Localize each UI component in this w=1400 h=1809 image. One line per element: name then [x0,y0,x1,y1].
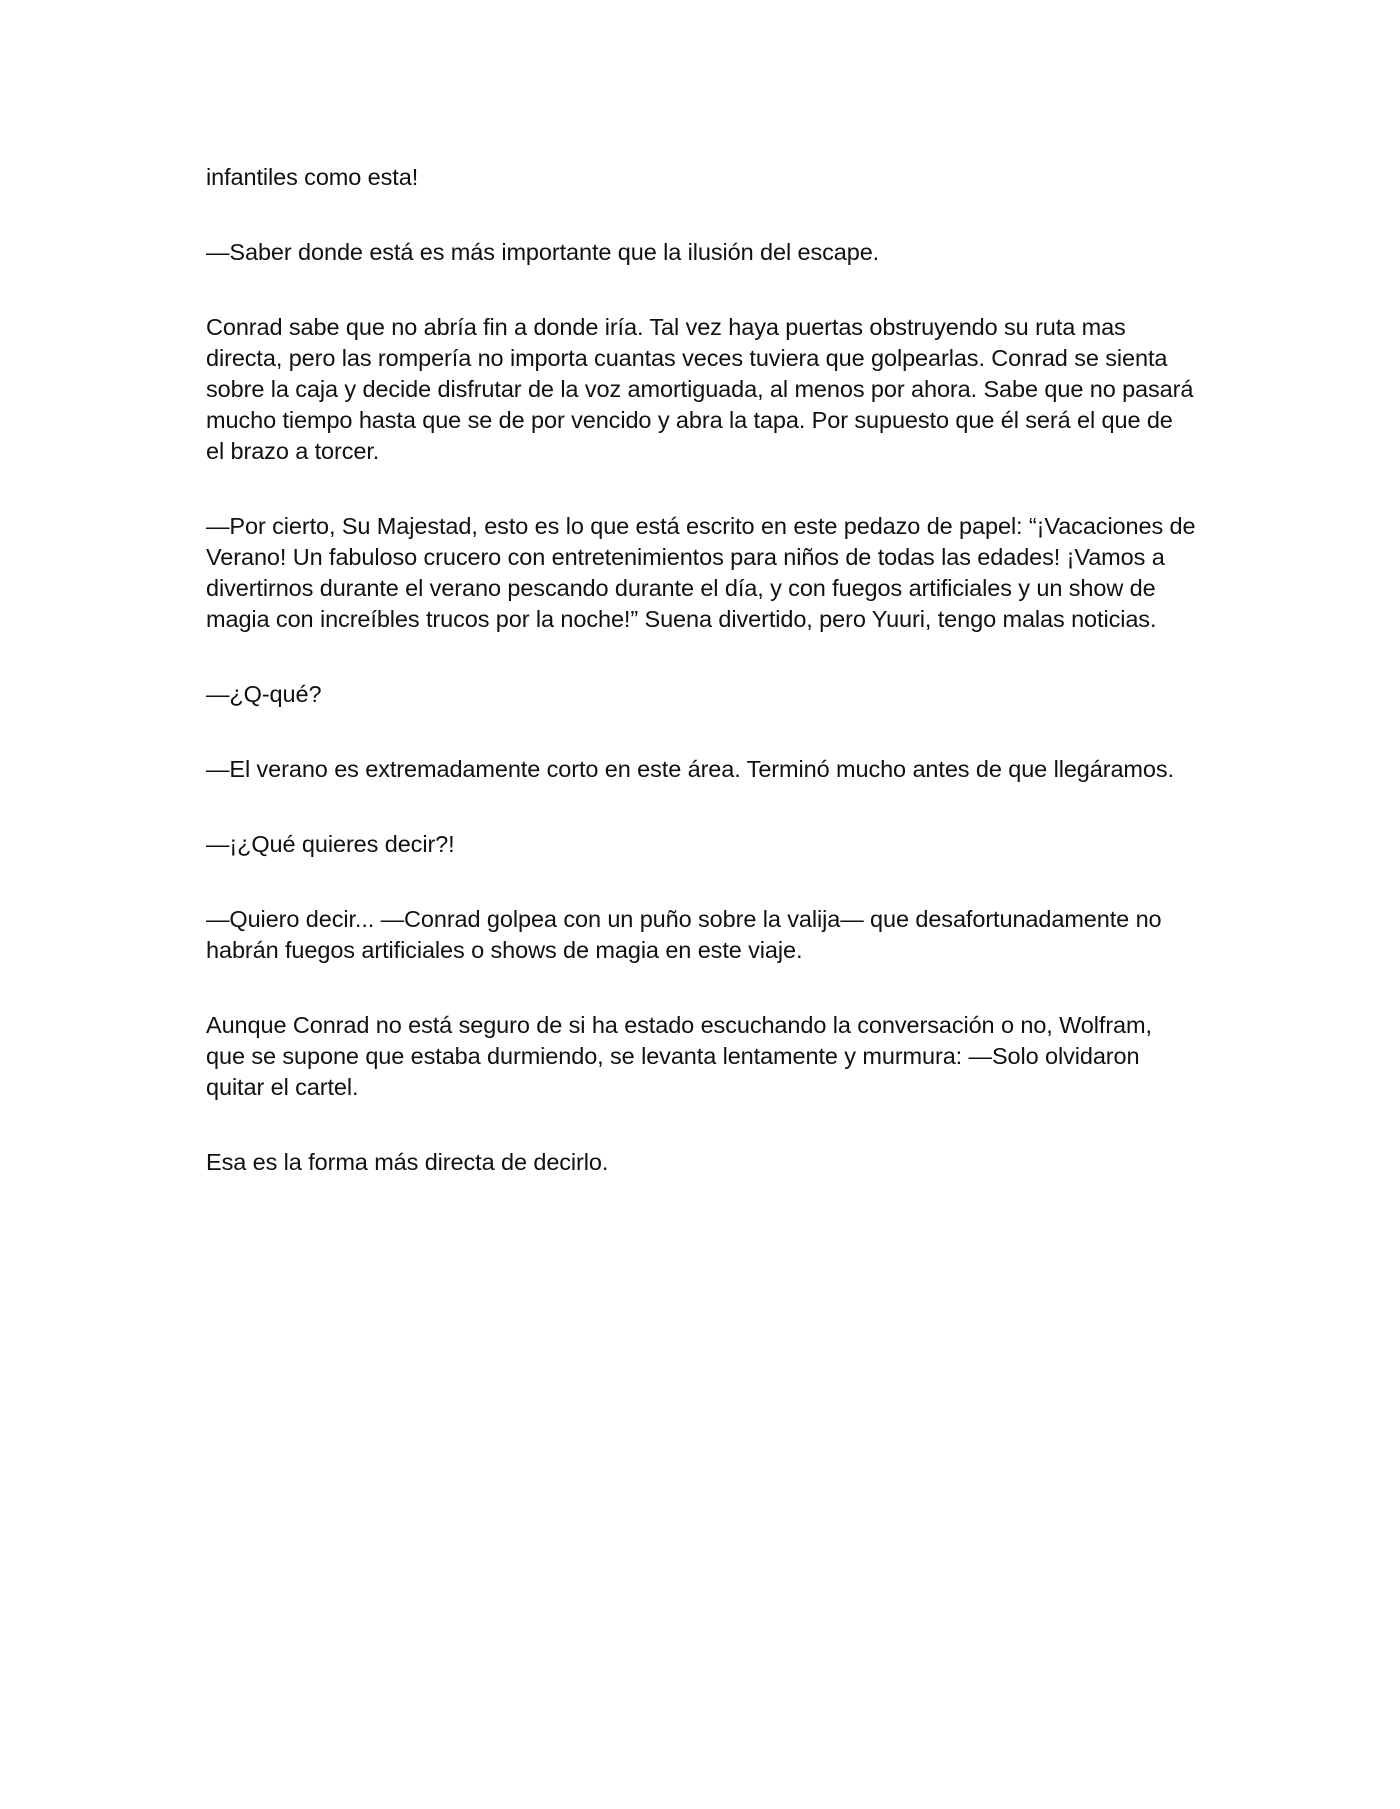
document-body [206,162,1196,1178]
paragraph: Aunque Conrad no está seguro de si ha estado escuchando la conversación o no, Wolfram, que se supone que estaba durmiendo, se levanta lentamente y murmura: —Solo olvidaron quitar el cartel. [206,1012,1152,1100]
paragraph: —Saber donde está es más importante que la ilusión del escape. [206,239,880,265]
paragraph: Esa es la forma más directa de decirlo. [206,1149,609,1175]
paragraph: infantiles como esta! [206,164,419,190]
paragraph: —¡¿Qué quieres decir?! [206,831,455,857]
paragraph: Conrad sabe que no abría fin a donde iría. Tal vez haya puertas obstruyendo su ruta mas directa, pero las rompería no importa cuantas veces tuviera que golpearlas. Conrad se sienta sobre la caja y decide disfrutar de la voz amortiguada, al menos por ahora. Sabe que no pasará mucho tiempo hasta que se de por vencido y abra la tapa. Por supuesto que él será el que de el brazo a torcer. [206,314,1194,464]
paragraph: —Por cierto, Su Majestad, esto es lo que está escrito en este pedazo de papel: “¡Vacaciones de Verano! Un fabuloso crucero con entretenimientos para niños de todas las edades! ¡Vamos a divertirnos durante el verano pescando durante el día, y con fuegos artificiales y un show de magia con increíbles trucos por la noche!” Suena divertido, pero Yuuri, tengo malas noticias. [206,513,1196,632]
paragraph: —El verano es extremadamente corto en este área. Terminó mucho antes de que llegáramos. [206,756,1174,782]
paragraph: —¿Q-qué? [206,681,322,707]
paragraph: —Quiero decir... —Conrad golpea con un puño sobre la valija— que desafortunadamente no habrán fuegos artificiales o shows de magia en este viaje. [206,906,1162,963]
